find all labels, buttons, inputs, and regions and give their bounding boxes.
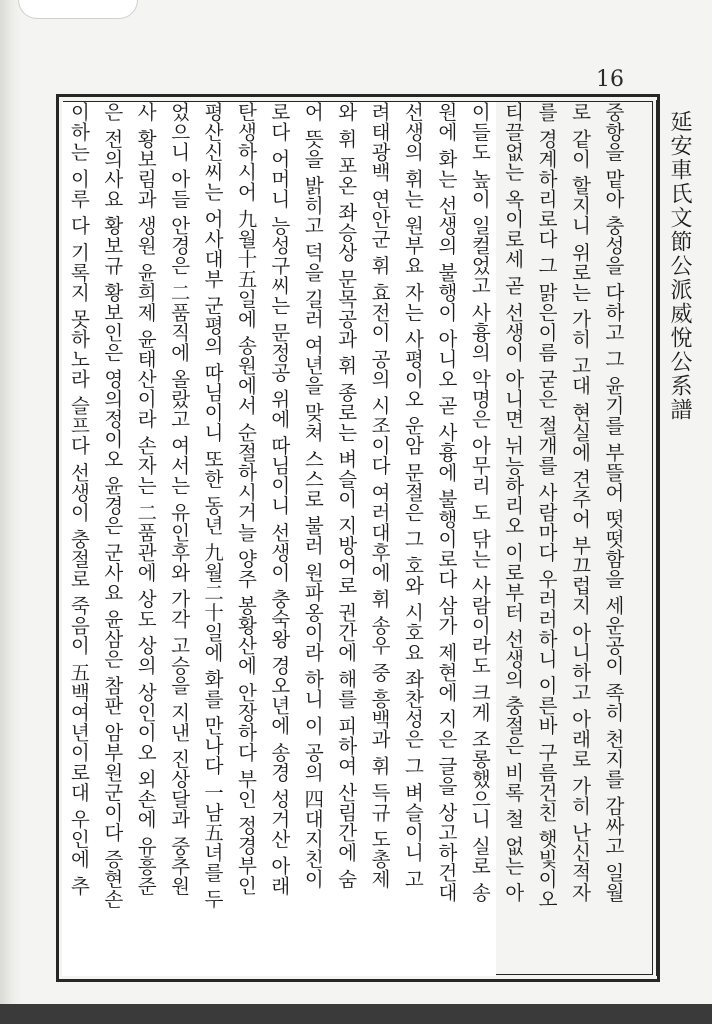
text-column: 이하는 이루 다 기록지 못하노라 슬프다 선생이 충절로 죽음이 五백여년이로대 우인에 추 bbox=[62, 102, 95, 976]
page-gutter-shadow bbox=[0, 0, 22, 1024]
text-column: 사 황보림과 생원 윤희제 윤태산이라 손자는 二품관에 상도 상의 상인이오 외손에 유흥준 bbox=[129, 102, 162, 976]
scan-bottom-edge bbox=[0, 1004, 712, 1024]
page-tab bbox=[18, 0, 138, 19]
text-column: 이들도 높이 일컬었고 사흉의 악명은 아무리 도 닦는 사람이라도 크게 조롱했으니 실로 송 bbox=[463, 102, 496, 976]
text-column: 려태광백 연안군 휘 효전이 공의 시조이다 여러대후에 휘 송우 중 흥백과 휘 득규 도총제 bbox=[363, 102, 396, 976]
text-column: 티끌없는 옥이로세 곧 선생이 아니면 뉘능하리오 이로부터 선생의 충절은 비록 철 없는 아 bbox=[501, 102, 525, 903]
page-number: 16 bbox=[596, 67, 624, 92]
body-text-panel bbox=[62, 102, 652, 976]
text-column: 평산신씨는 어사대부 군평의 따님이니 또한 동년 九월二十일에 화를 만나다 一남五녀를 두 bbox=[196, 102, 229, 976]
text-column: 중항을 맡아 충성을 다하고 그 윤기를 부뜰어 떳떳함을 세운공이 족히 천지를 감싸고 일월 bbox=[601, 102, 625, 903]
text-column: 를 경계하리로다 그 맑은이름 굳은 절개를 사람마다 우러러하니 이른바 구름건친 햇빛이오 bbox=[535, 102, 559, 909]
text-column: 어 뜻을 밝히고 덕을 길러 여년을 맞쳐 스스로 불러 원파옹이라 하니 이 공의 四대지친이 bbox=[296, 102, 329, 976]
text-column: 탄생하시어 九월十五일에 송원에서 순절하시거늘 양주 봉황산에 안장하다 부인 정경부인 bbox=[229, 102, 262, 976]
text-column: 와 휘 포온 좌승상 문목공과 휘 종로는 벼슬이 지방어로 권간에 해를 피하여 산림간에 숨 bbox=[329, 102, 362, 976]
text-column: 원에 화는 선생의 불행이 아니오 곧 사흉에 불행이로다 삼가 제현에 지은 글을 상고하건대 bbox=[429, 102, 462, 976]
genealogy-title: 延安車氏文節公派威悅公系譜 bbox=[667, 110, 692, 422]
text-column: 로다 어머니 능성구씨는 문정공 위에 따님이니 선생이 충숙왕 경오년에 송경 성거산 아래 bbox=[262, 102, 295, 976]
title-divider bbox=[656, 100, 657, 976]
body-text bbox=[62, 102, 630, 976]
text-column: 은 전의사요 황보규 황보인은 영의정이오 윤경은 군사요 윤삼은 참판 암부원군이다 증현손 bbox=[95, 102, 128, 976]
text-column: 로 같이 할지니 위로는 가히 고대 현실에 견주어 부끄럽지 아니하고 아래로 가히 난신적자 bbox=[568, 102, 592, 903]
text-column: 었으니 아들 안경은 二품직에 올랐고 여서는 유인후와 가각 고승을 지낸 진상달과 중추원 bbox=[162, 102, 195, 976]
text-column: 선생의 휘는 원부요 자는 사평이오 운암 문절은 그 호와 시호요 좌찬성은 그 벼슬이니 고 bbox=[396, 102, 429, 976]
